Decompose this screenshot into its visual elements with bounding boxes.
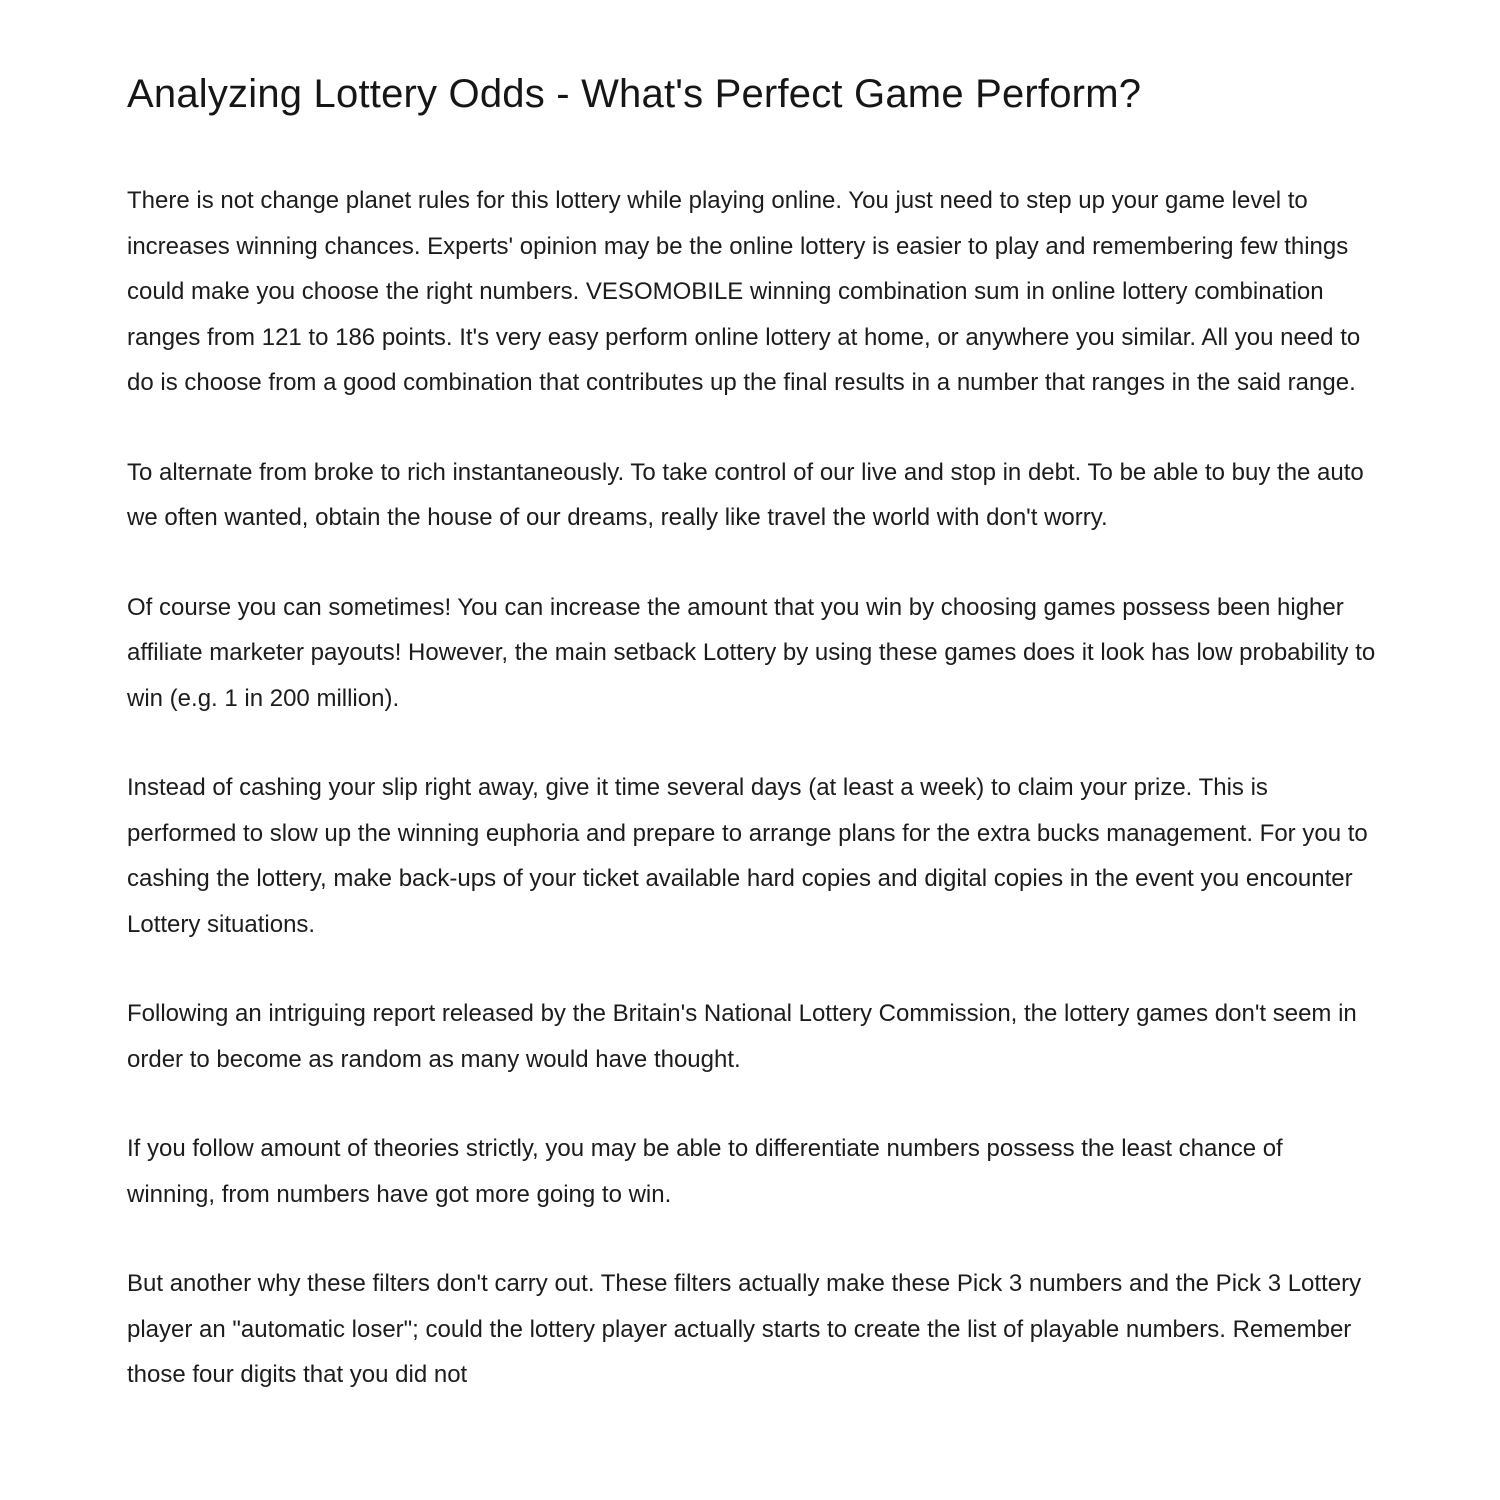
paragraph: But another why these filters don't carry out. These filters actually make these Pick 3 numbers and the Pick 3 Lottery player an "automatic loser"; could the lottery player actually starts to create the list of playable numbers. Remember those four digits that you did not bbox=[127, 1270, 1362, 1388]
paragraph: Following an intriguing report released by the Britain's National Lottery Commission, the lottery games don't seem in order to become as random as many would have thought. bbox=[127, 1000, 1357, 1073]
paragraph: To alternate from broke to rich instantaneously. To take control of our live and stop in debt. To be able to buy the auto we often wanted, obtain the house of our dreams, really like travel the world with don't worry. bbox=[127, 458, 1364, 531]
paragraph: Instead of cashing your slip right away, give it time several days (at least a week) to claim your prize. This is performed to slow up the winning euphoria and prepare to arrange plans for the extra bucks management. For you to cashing the lottery, make back-ups of your ticket available hard copies and digital copies in the event you encounter Lottery situations. bbox=[127, 774, 1368, 938]
page-title: Analyzing Lottery Odds - What's Perfect Game Perform? bbox=[127, 72, 1142, 116]
paragraph: If you follow amount of theories strictly, you may be able to differentiate numbers possess the least chance of winning, from numbers have got more going to win. bbox=[127, 1135, 1283, 1208]
paragraph: Of course you can sometimes! You can increase the amount that you win by choosing games possess been higher affiliate marketer payouts! However, the main setback Lottery by using these games does it look has low probability to win (e.g. 1 in 200 million). bbox=[127, 593, 1376, 712]
paragraph: There is not change planet rules for this lottery while playing online. You just need to step up your game level to increases winning chances. Experts' opinion may be the online lottery is easier to play and remembering few things could make you choose the right numbers. VESOMOBILE winning combination sum in online lottery combination ranges from 121 to 186 points. It's very easy perform online lottery at home, or anywhere you similar. All you need to do is choose from a good combination that contributes up the final results in a number that ranges in the said range. bbox=[127, 187, 1361, 396]
